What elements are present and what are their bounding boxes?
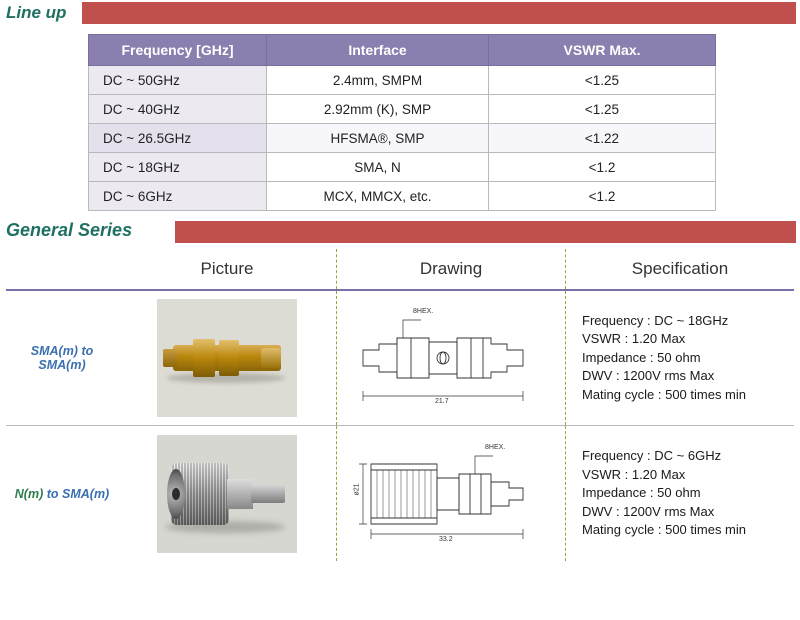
spec-item-frequency: Frequency : DC ~ 18GHz xyxy=(582,312,729,328)
cell-frequency: DC ~ 40GHz xyxy=(89,95,267,124)
spec-item-dwv: DWV : 1200V rms Max xyxy=(582,503,715,519)
photo-adapter-midsection xyxy=(227,479,253,509)
series-row-label-part1: SMA(m) xyxy=(30,344,78,358)
section-title-lineup: Line up xyxy=(6,2,74,24)
spec-item-dwv: DWV : 1200V rms Max xyxy=(582,368,715,384)
table-row xyxy=(89,124,716,153)
series-row-label-mid: to xyxy=(77,344,94,358)
document-page xyxy=(0,2,800,620)
photo-adapter-left-hex xyxy=(193,339,215,377)
column-header-frequency: Frequency [GHz] xyxy=(89,35,267,66)
cell-vswr: <1.22 xyxy=(489,124,716,153)
general-series-table xyxy=(0,249,800,561)
section-bar-lineup xyxy=(82,2,796,24)
lineup-table xyxy=(88,34,716,211)
series-row-spec-cell xyxy=(566,426,794,561)
cell-frequency: DC ~ 6GHz xyxy=(89,182,267,211)
column-header-vswr: VSWR Max. xyxy=(489,35,716,66)
photo-sma-tip xyxy=(251,485,285,503)
table-row xyxy=(89,95,716,124)
table-header-row xyxy=(89,35,716,66)
spec-item-mating-cycle: Mating cycle : 500 times min xyxy=(582,386,747,402)
photo-adapter-left-tip xyxy=(163,349,177,367)
table-row xyxy=(89,182,716,211)
lineup-table-wrapper xyxy=(88,34,716,211)
series-column-header-picture: Picture xyxy=(200,259,254,278)
series-row-picture-cell xyxy=(118,291,336,425)
spec-item-vswr: VSWR : 1.20 Max xyxy=(582,331,686,347)
spec-list xyxy=(582,312,746,404)
spec-item-frequency: Frequency : DC ~ 6GHz xyxy=(582,448,722,464)
cell-vswr: <1.25 xyxy=(489,66,716,95)
cell-interface: SMA, N xyxy=(267,153,489,182)
drawing-svg-sma-to-sma xyxy=(351,298,551,418)
spec-item-impedance: Impedance : 50 ohm xyxy=(582,485,701,501)
series-row-label-part2: SMA(m) xyxy=(38,358,86,372)
series-row-sma-to-sma xyxy=(6,291,794,426)
series-column-header-specification: Specification xyxy=(631,259,729,278)
series-row-label xyxy=(6,291,118,425)
cell-frequency: DC ~ 18GHz xyxy=(89,153,267,182)
series-column-header-drawing: Drawing xyxy=(419,259,483,278)
series-row-label-part2: SMA(m) xyxy=(62,486,110,501)
photo-adapter-right-hex xyxy=(219,340,239,376)
column-header-interface: Interface xyxy=(267,35,489,66)
photo-n-connector-face xyxy=(167,469,185,519)
spec-item-impedance: Impedance : 50 ohm xyxy=(582,349,701,365)
cell-interface: 2.4mm, SMPM xyxy=(267,66,489,95)
section-title-general-series: General Series xyxy=(6,219,140,241)
series-row-label-part1: N(m) xyxy=(14,486,44,501)
cell-vswr: <1.2 xyxy=(489,182,716,211)
cell-frequency: DC ~ 26.5GHz xyxy=(89,124,267,153)
series-row-spec-cell xyxy=(566,291,794,425)
table-row xyxy=(89,153,716,182)
series-row-drawing-cell xyxy=(337,426,565,561)
drawing-dimension-hex: 8HEX. xyxy=(485,443,506,451)
cell-interface: MCX, MMCX, etc. xyxy=(267,182,489,211)
section-bar-general-series xyxy=(175,221,796,243)
series-row-label-mid: to xyxy=(43,486,62,501)
photo-adapter-right-tip xyxy=(261,348,281,368)
cell-frequency: DC ~ 50GHz xyxy=(89,66,267,95)
cell-vswr: <1.2 xyxy=(489,153,716,182)
drawing-dimension-length: 21.7 xyxy=(435,398,449,405)
product-photo-sma-to-sma xyxy=(157,299,297,417)
spec-item-mating-cycle: Mating cycle : 500 times min xyxy=(582,522,747,538)
cell-interface: HFSMA®, SMP xyxy=(267,124,489,153)
product-photo-n-to-sma xyxy=(157,435,297,553)
cell-interface: 2.92mm (K), SMP xyxy=(267,95,489,124)
cell-vswr: <1.25 xyxy=(489,95,716,124)
drawing-n-to-sma xyxy=(351,434,551,554)
series-row-n-to-sma xyxy=(6,426,794,561)
series-row-drawing-cell xyxy=(337,291,565,425)
spec-item-vswr: VSWR : 1.20 Max xyxy=(582,466,686,482)
series-row-picture-cell xyxy=(118,426,336,561)
spec-list xyxy=(582,447,746,539)
drawing-dimension-length: 33.2 xyxy=(439,535,453,543)
section-header-lineup xyxy=(0,2,800,28)
series-row-label xyxy=(6,426,118,561)
drawing-dimension-diameter: ø21 xyxy=(353,482,361,496)
table-row xyxy=(89,66,716,95)
series-header-row xyxy=(6,249,794,291)
section-header-general-series xyxy=(0,219,800,245)
drawing-dimension-hex: 8HEX. xyxy=(413,308,434,315)
drawing-sma-to-sma xyxy=(351,298,551,418)
